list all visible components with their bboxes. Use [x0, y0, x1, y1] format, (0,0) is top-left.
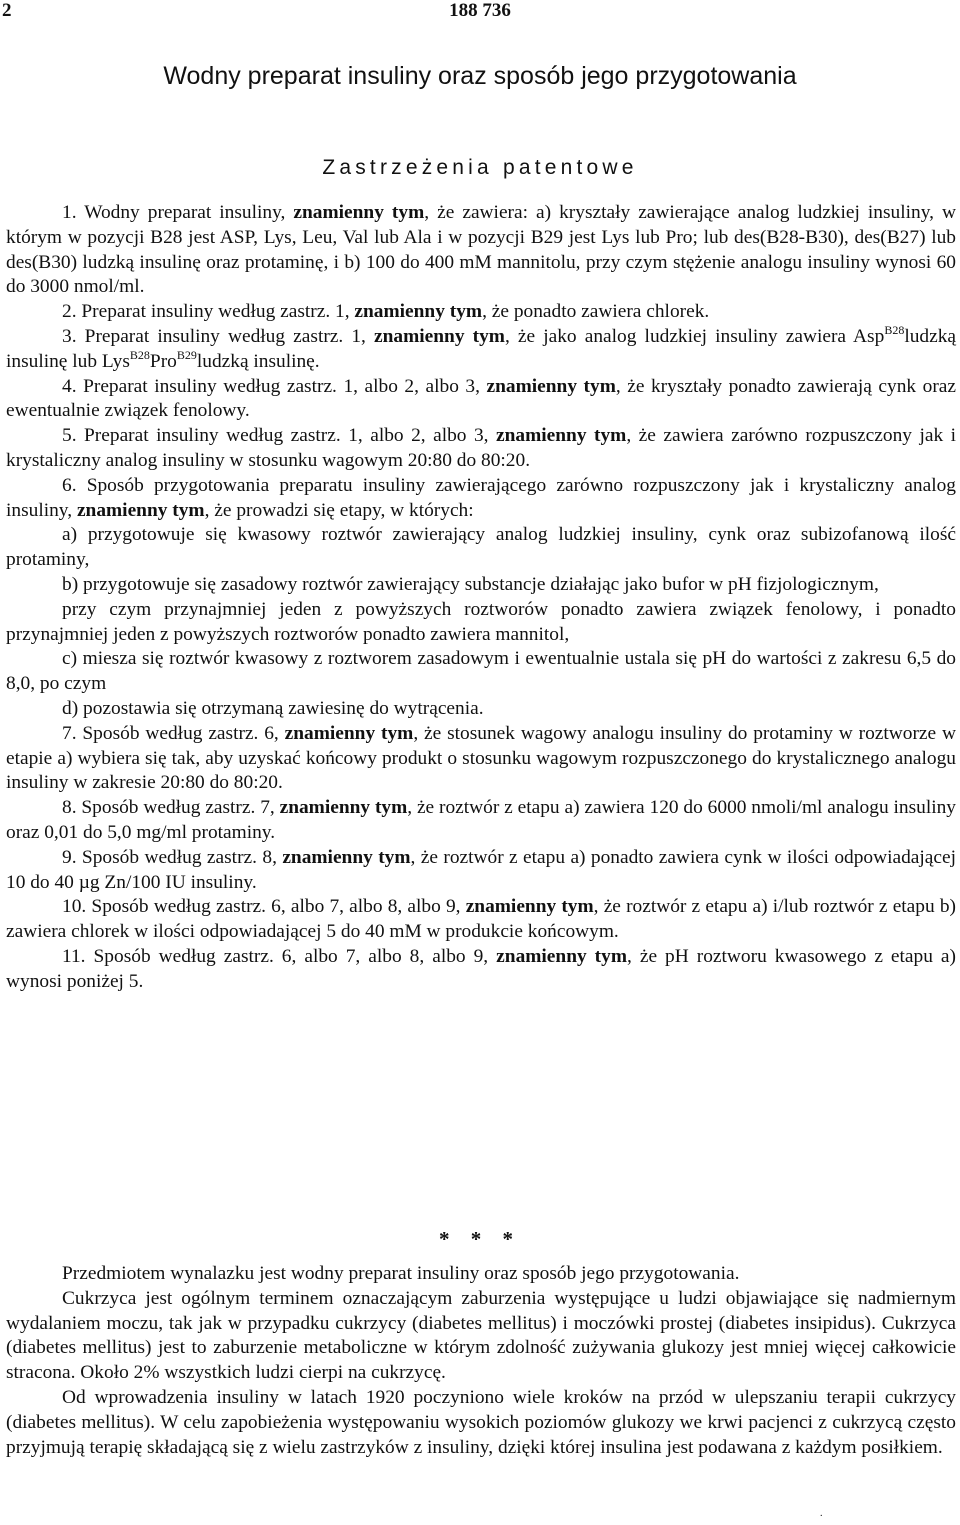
section-separator: * * * [439, 1227, 521, 1251]
description-section [6, 1262, 956, 1460]
claim-keyword: znamienny tym [282, 846, 411, 868]
claim-7: 7. Sposób według zastrz. 6, znamienny tym, że stosunek wagowy analogu insuliny do protaminy w roztworze w etapie a) wybiera się tak, aby uzyskać końcowy produkt o stosunku wagowym rozpuszczonego do krystalicznego analogu insuliny w zakresie 20:80 do 80:20. [6, 722, 957, 794]
claim-3: 3. Preparat insuliny według zastrz. 1, znamienny tym, że jako analog ludzkiej insuliny zawiera Asp$^{B28}$ludzką insulinę lub Lys$^{B28}$Pro$^{B29}$ludzką insulinę. [6, 322, 957, 372]
claim-6-step-b: b) przygotowuje się zasadowy roztwór zawierający substancje działając jako bufor w pH fizjologicznym, [62, 573, 879, 595]
claim-keyword: znamienny tym [284, 722, 414, 744]
document-title: Wodny preparat insuliny oraz sposób jego przygotowania [163, 62, 797, 90]
claim-6-step-a: a) przygotowuje się kwasowy roztwór zawierający analog ludzkiej insuliny, cynk oraz subizofanową ilość protaminy, [6, 524, 956, 571]
claim-keyword: znamienny tym [374, 325, 505, 347]
claim-keyword: znamienny tym [76, 499, 205, 521]
description-paragraph: Przedmiotem wynalazku jest wodny preparat insuliny oraz sposób jego przygotowania. [62, 1263, 740, 1284]
claim-keyword: znamienny tym [496, 425, 627, 447]
claim-keyword: znamienny tym [486, 375, 616, 397]
claim-2: 2. Preparat insuliny według zastrz. 1, znamienny tym, że ponadto zawiera chlorek. [62, 301, 710, 323]
claim-keyword: znamienny tym [465, 896, 594, 918]
description-paragraph: Od wprowadzenia insuliny w latach 1920 poczyniono wiele kroków na przód w ulepszaniu terapii cukrzycy (diabetes mellitus). W celu zapobieżenia występowaniu wysokich poziomów glukozy we krwi pacjenci z cukrzycą często przyjmują terapię składającą się z wielu zastrzyków z insuliny, dzięki której insulina jest podawana z każdym posiłkiem. [6, 1386, 956, 1458]
superscript: B29 [176, 347, 197, 362]
claim-6-condition: przy czym przynajmniej jeden z powyższych roztworów ponadto zawiera związek fenolowy, i ponadto przynajmniej jeden z powyższych roztworów ponadto zawiera mannitol, [6, 598, 956, 645]
claim-keyword: znamienny tym [496, 945, 627, 967]
claim-keyword: znamienny tym [279, 797, 408, 819]
scan-mark: . [820, 1508, 823, 1519]
claim-10: 10. Sposób według zastrz. 6, albo 7, albo 8, albo 9, znamienny tym, że roztwór z etapu a) i/lub roztwór z etapu b) zawiera chlorek w ilości odpowiadającej 5 do 40 mM w produkcie końcowym. [6, 896, 957, 943]
claim-4: 4. Preparat insuliny według zastrz. 1, albo 2, albo 3, znamienny tym, że kryształy ponadto zawierają cynk oraz ewentualnie związek fenolowy. [6, 375, 956, 422]
claim-keyword: znamienny tym [293, 202, 425, 223]
claim-11: 11. Sposób według zastrz. 6, albo 7, albo 8, albo 9, znamienny tym, że pH roztworu kwasowego z etapu a) wynosi poniżej 5. [6, 945, 956, 992]
superscript: B28 [884, 322, 905, 337]
claim-5: 5. Preparat insuliny według zastrz. 1, albo 2, albo 3, znamienny tym, że zawiera zarówno rozpuszczony jak i krystaliczny analog insuliny w stosunku wagowym 20:80 do 80:20. [6, 425, 957, 471]
claim-keyword: znamienny tym [354, 301, 483, 323]
patent-number: 188 736 [449, 0, 511, 21]
claims-heading: Zastrzeżenia patentowe [322, 156, 638, 179]
superscript: B28 [129, 347, 150, 362]
claims-section [6, 201, 956, 995]
claim-6-step-c: c) miesza się roztwór kwasowy z roztworem zasadowym i ewentualnie ustala się pH do wartości z zakresu 6,5 do 8,0, po czym [6, 648, 956, 695]
claim-1: 1. Wodny preparat insuliny, znamienny tym, że zawiera: a) kryształy zawierające analog ludzkiej insuliny, w którym w pozycji B28 jest ASP, Lys, Leu, Val lub Ala i w pozycji B29 jest Lys lub Pro; lub des(B28-B30), des(B27) lub des(B30) ludzką insulinę oraz protaminę, i b) 100 do 400 mM mannitolu, przy czym stężenie analogu insuliny wynosi 60 do 3000 nmol/ml. [6, 202, 957, 298]
claim-9: 9. Sposób według zastrz. 8, znamienny tym, że roztwór z etapu a) ponadto zawiera cynk w ilości odpowiadającej 10 do 40 µg Zn/100 IU insuliny. [6, 846, 956, 893]
claim-8: 8. Sposób według zastrz. 7, znamienny tym, że roztwór z etapu a) zawiera 120 do 6000 nmoli/ml analogu insuliny oraz 0,01 do 5,0 mg/ml protaminy. [6, 797, 956, 843]
description-paragraph: Cukrzyca jest ogólnym terminem oznaczającym zaburzenia występujące u ludzi objawiające się nadmiernym wydalaniem moczu, tak jak w przypadku cukrzycy (diabetes mellitus) i moczówki prostej (diabetes insipidus). Cukrzyca (diabetes mellitus) jest to zaburzenie metaboliczne w którym zdolność zużywania glukozy jest mniej więcej całkowicie stracona. Około 2% wszystkich ludzi cierpi na cukrzycę. [6, 1287, 956, 1384]
page-number: 2 [2, 0, 12, 21]
claim-6-step-d: d) pozostawia się otrzymaną zawiesinę do wytrącenia. [62, 697, 484, 719]
claim-6: 6. Sposób przygotowania preparatu insuliny zawierającego zarówno rozpuszczony jak i krystaliczny analog insuliny, znamienny tym, że prowadzi się etapy, w których: [6, 474, 956, 521]
